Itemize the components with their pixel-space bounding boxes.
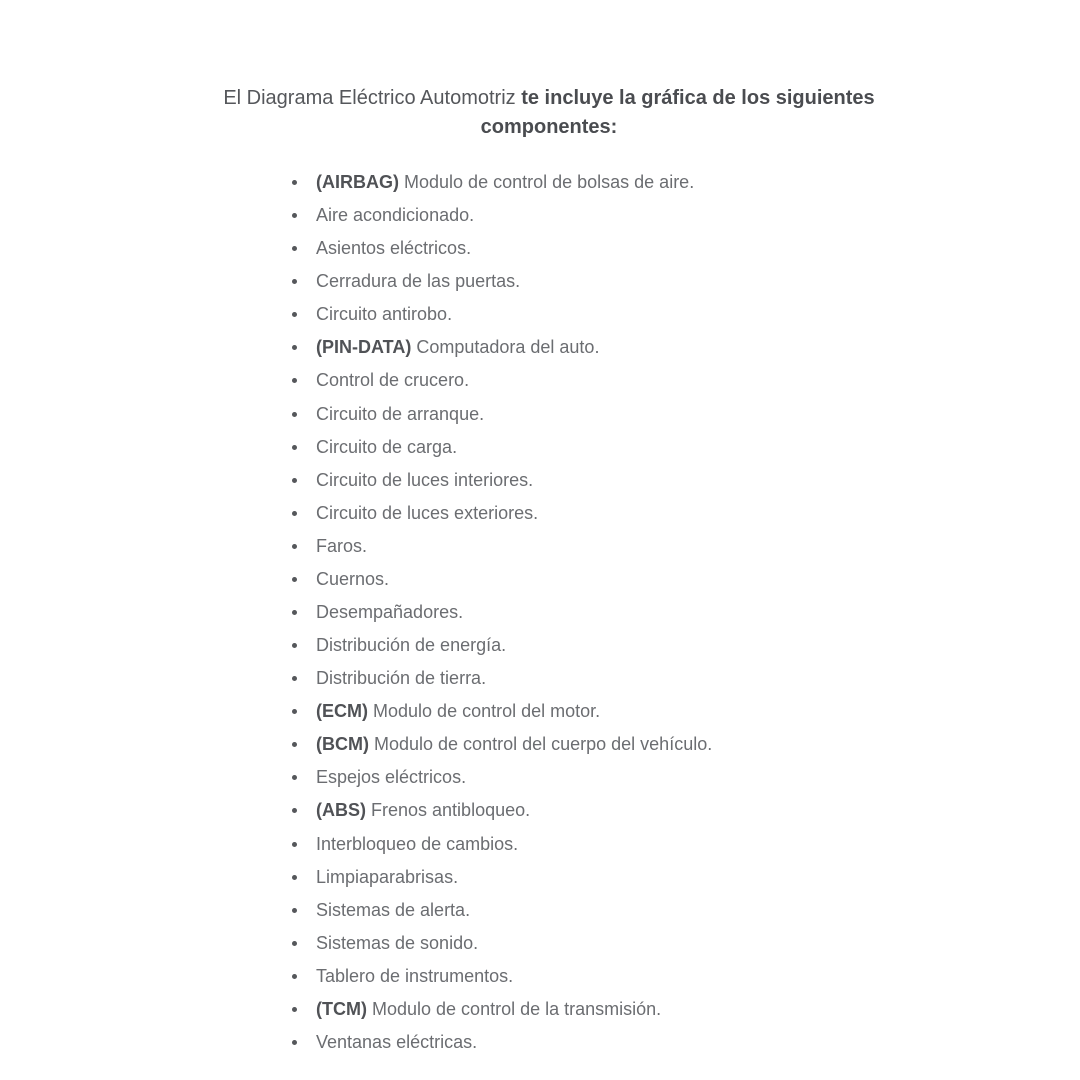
item-text: Limpiaparabrisas. <box>316 866 459 887</box>
item-text: Cerradura de las puertas. <box>316 271 521 292</box>
item-text: Cuernos. <box>316 568 390 589</box>
bullet-icon <box>292 577 297 582</box>
bullet-icon <box>292 445 297 450</box>
item-abbreviation: (ECM) <box>316 701 368 722</box>
list-item <box>290 861 712 894</box>
bullet-icon <box>292 213 297 218</box>
bullet-icon <box>292 775 297 780</box>
item-text: Circuito de carga. <box>316 436 458 457</box>
item-text: Tablero de instrumentos. <box>316 965 514 986</box>
list-item <box>290 166 712 199</box>
list-item <box>290 265 712 298</box>
bullet-icon <box>292 941 297 946</box>
item-abbreviation: (PIN-DATA) <box>316 337 412 358</box>
item-text: Faros. <box>316 535 368 556</box>
list-item <box>290 596 712 629</box>
item-text: Sistemas de alerta. <box>316 899 471 920</box>
list-item <box>290 497 712 530</box>
bullet-icon <box>292 345 297 350</box>
bullet-icon <box>292 709 297 714</box>
list-item <box>290 431 712 464</box>
item-text: Asientos eléctricos. <box>316 238 472 259</box>
list-item <box>290 927 712 960</box>
item-text: Control de crucero. <box>316 370 470 391</box>
item-abbreviation: (AIRBAG) <box>316 172 399 192</box>
item-text: Modulo de control de bolsas de aire. <box>404 172 695 192</box>
intro-heading <box>190 84 908 142</box>
list-item <box>290 1026 712 1059</box>
item-text: Distribución de energía. <box>316 635 507 656</box>
list-item <box>290 199 712 232</box>
bullet-icon <box>292 974 297 979</box>
bullet-icon <box>292 246 297 251</box>
item-text: Modulo de control del motor. <box>373 701 601 722</box>
item-text: Distribución de tierra. <box>316 668 487 689</box>
bullet-icon <box>292 842 297 847</box>
item-text: Modulo de control de la transmisión. <box>372 998 662 1019</box>
list-item <box>290 464 712 497</box>
bullet-icon <box>292 643 297 648</box>
bullet-icon <box>292 676 297 681</box>
bullet-icon <box>292 610 297 615</box>
list-item <box>290 828 712 861</box>
list-item <box>290 794 712 827</box>
item-text: Circuito de arranque. <box>316 403 485 424</box>
bullet-icon <box>292 1007 297 1012</box>
list-item <box>290 530 712 563</box>
bullet-icon <box>292 742 297 747</box>
list-item <box>290 960 712 993</box>
list-item <box>290 398 712 431</box>
bullet-icon <box>292 279 297 284</box>
list-item <box>290 563 712 596</box>
intro-lead-text: El Diagrama Eléctrico Automotriz <box>223 87 516 109</box>
bullet-icon <box>292 875 297 880</box>
bullet-icon <box>292 1040 297 1045</box>
list-item <box>290 331 712 364</box>
list-item <box>290 894 712 927</box>
item-abbreviation: (BCM) <box>316 734 369 755</box>
bullet-icon <box>292 511 297 516</box>
intro-strong-text: te incluye la gráfica de los siguientes componentes: <box>480 87 875 138</box>
item-text: Espejos eléctricos. <box>316 767 467 788</box>
list-item <box>290 364 712 397</box>
list-item <box>290 662 712 695</box>
item-text: Circuito antirobo. <box>316 304 453 325</box>
item-text: Circuito de luces interiores. <box>316 469 534 490</box>
list-item <box>290 728 712 761</box>
item-abbreviation: (ABS) <box>316 800 366 821</box>
list-item <box>290 629 712 662</box>
item-text: Sistemas de sonido. <box>316 932 479 953</box>
bullet-icon <box>292 378 297 383</box>
item-text: Circuito de luces exteriores. <box>316 502 539 523</box>
list-item <box>290 695 712 728</box>
item-text: Computadora del auto. <box>416 337 600 358</box>
item-text: Ventanas eléctricas. <box>316 1032 478 1053</box>
bullet-icon <box>292 312 297 317</box>
item-text: Aire acondicionado. <box>316 205 475 226</box>
bullet-icon <box>292 478 297 483</box>
item-abbreviation: (TCM) <box>316 998 367 1019</box>
list-item <box>290 993 712 1026</box>
item-text: Modulo de control del cuerpo del vehículo. <box>374 734 713 755</box>
item-text: Interbloqueo de cambios. <box>316 833 519 854</box>
list-item <box>290 232 712 265</box>
bullet-icon <box>292 808 297 813</box>
item-text: Desempañadores. <box>316 602 464 623</box>
bullet-icon <box>292 180 297 185</box>
list-item <box>290 298 712 331</box>
bullet-icon <box>292 908 297 913</box>
bullet-icon <box>292 544 297 549</box>
item-text: Frenos antibloqueo. <box>371 800 531 821</box>
list-item <box>290 761 712 794</box>
component-list <box>290 166 712 1059</box>
bullet-icon <box>292 412 297 417</box>
